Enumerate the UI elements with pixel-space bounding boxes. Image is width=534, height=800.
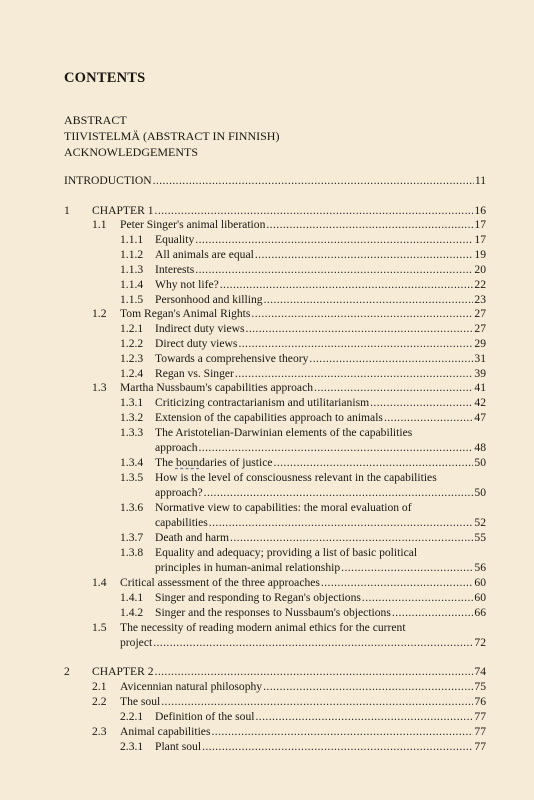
front-tiivistelma: TIIVISTELMÄ (ABSTRACT IN FINNISH): [64, 129, 280, 143]
entry-page: 72: [474, 636, 486, 649]
entry-page: 41: [474, 381, 486, 394]
entry-page: 66: [474, 606, 486, 619]
dot-leader: [220, 277, 474, 292]
entry-number: 1.1.2: [120, 248, 144, 261]
toc-entry-1-3-7[interactable]: [0, 530, 534, 545]
entry-page: 20: [474, 263, 486, 276]
page-title: CONTENTS: [64, 70, 146, 86]
entry-number: 1.2.4: [120, 367, 144, 380]
entry-number: 2.3: [92, 725, 107, 738]
toc-entry-1-3-8[interactable]: [0, 545, 534, 560]
entry-label: capabilities: [155, 516, 208, 529]
toc-entry-1-1-1[interactable]: [0, 232, 534, 247]
toc-entry-1-3-6-cont[interactable]: [0, 515, 534, 530]
entry-number: 1.1: [92, 218, 107, 231]
entry-page: 11: [474, 174, 486, 187]
entry-label-line1: The Aristotelian-Darwinian elements of the capabilities: [155, 426, 413, 439]
toc-entry-1-3-6[interactable]: [0, 500, 534, 515]
entry-label-line1: Normative view to capabilities: the moral evaluation of: [155, 501, 412, 514]
toc-entry-2-2[interactable]: [0, 694, 534, 709]
entry-label: Definition of the soul: [155, 710, 255, 723]
entry-label: [155, 455, 273, 470]
dot-leader: [238, 336, 473, 351]
entry-number: 1: [64, 204, 70, 217]
entry-page: 52: [474, 516, 486, 529]
dot-leader: [199, 440, 474, 455]
toc-entry-2-3-1[interactable]: [0, 739, 534, 754]
entry-label: Extension of the capabilities approach to animals: [155, 411, 383, 424]
toc-entry-1-4-1[interactable]: [0, 590, 534, 605]
entry-label-line1: How is the level of consciousness relevant in the capabilities: [155, 471, 437, 484]
entry-number: 1.2.3: [120, 352, 144, 365]
toc-entry-1-1-4[interactable]: [0, 277, 534, 292]
entry-label: Tom Regan's Animal Rights: [120, 307, 251, 320]
toc-entry-1-1-2[interactable]: [0, 247, 534, 262]
entry-page: 17: [474, 233, 486, 246]
entry-page: 77: [474, 710, 486, 723]
dot-leader: [392, 605, 474, 620]
entry-number: 1.4: [92, 576, 107, 589]
dot-leader: [341, 560, 473, 575]
entry-label: The soul: [120, 695, 161, 708]
dot-leader: [246, 321, 474, 336]
entry-label: Towards a comprehensive theory: [155, 352, 309, 365]
dot-leader: [153, 635, 473, 650]
entry-number: 1.4.1: [120, 591, 144, 604]
dot-leader: [266, 217, 473, 232]
entry-number: 1.3: [92, 381, 107, 394]
dot-leader: [384, 410, 473, 425]
entry-label: Indirect duty views: [155, 322, 245, 335]
dot-leader: [195, 262, 473, 277]
entry-label: Martha Nussbaum's capabilities approach: [120, 381, 314, 394]
entry-page: 76: [474, 695, 486, 708]
entry-number: 2.2: [92, 695, 107, 708]
entry-number: 1.3.7: [120, 531, 144, 544]
entry-number: 1.3.4: [120, 456, 144, 469]
toc-entry-1-2[interactable]: [0, 306, 534, 321]
entry-label: approach: [155, 441, 198, 454]
entry-label: INTRODUCTION: [64, 174, 152, 187]
entry-number: 1.3.5: [120, 471, 144, 484]
toc-entry-1-2-3[interactable]: [0, 351, 534, 366]
entry-page: 17: [474, 218, 486, 231]
entry-page: 77: [474, 725, 486, 738]
entry-number: 1.3.3: [120, 426, 144, 439]
entry-page: 75: [474, 680, 486, 693]
entry-page: 42: [474, 396, 486, 409]
entry-number: 1.1.3: [120, 263, 144, 276]
entry-label-pre: The: [155, 456, 176, 469]
entry-page: 23: [474, 293, 486, 306]
toc-entry-1-4[interactable]: [0, 575, 534, 590]
entry-label-line1: The necessity of reading modern animal ethics for the current: [120, 621, 406, 634]
toc-entry-1-3-3-cont[interactable]: [0, 440, 534, 455]
dot-leader: [370, 395, 473, 410]
dot-leader: [235, 366, 474, 381]
toc-entry-1-3-4[interactable]: [0, 455, 534, 470]
toc-entry-2-3[interactable]: [0, 724, 534, 739]
dot-leader: [274, 455, 474, 470]
dot-leader: [251, 306, 473, 321]
entry-number: 1.2.1: [120, 322, 144, 335]
toc-entry-chapter-1[interactable]: [0, 203, 534, 218]
entry-label: Plant soul: [155, 740, 202, 753]
toc-entry-1-4-2[interactable]: [0, 605, 534, 620]
entry-label: approach?: [155, 486, 203, 499]
entry-label: Singer and the responses to Nussbaum's objections: [155, 606, 391, 619]
toc-entry-1-3-5[interactable]: [0, 470, 534, 485]
entry-page: 60: [474, 576, 486, 589]
toc-entry-2-1[interactable]: [0, 679, 534, 694]
entry-page: 56: [474, 561, 486, 574]
entry-label: project: [120, 636, 153, 649]
entry-number: 2.1: [92, 680, 107, 693]
entry-label: CHAPTER 2: [92, 665, 154, 678]
toc-entry-1-1-3[interactable]: [0, 262, 534, 277]
dot-leader: [155, 664, 474, 679]
entry-page: 48: [474, 441, 486, 454]
spellcheck-underline: boun: [175, 456, 200, 469]
toc-entry-1-3-5-cont[interactable]: [0, 485, 534, 500]
entry-page: 39: [474, 367, 486, 380]
toc-entry-1-3-3[interactable]: [0, 425, 534, 440]
entry-label: All animals are equal: [155, 248, 254, 261]
entry-page: 19: [474, 248, 486, 261]
entry-label: Personhood and killing: [155, 293, 263, 306]
entry-number: 2.3.1: [120, 740, 144, 753]
toc-entry-1-2-1[interactable]: [0, 321, 534, 336]
entry-number: 1.2.2: [120, 337, 144, 350]
toc-entry-introduction[interactable]: [0, 173, 534, 188]
toc-entry-1-3-2[interactable]: [0, 410, 534, 425]
entry-page: 27: [474, 322, 486, 335]
entry-label: principles in human-animal relationship: [155, 561, 341, 574]
entry-label-post: daries of justice: [199, 456, 273, 469]
entry-page: 47: [474, 411, 486, 424]
entry-number: 1.3.1: [120, 396, 144, 409]
dot-leader: [256, 709, 474, 724]
dot-leader: [211, 724, 473, 739]
entry-number: 2.2.1: [120, 710, 144, 723]
dot-leader: [362, 590, 473, 605]
entry-label: Critical assessment of the three approaches: [120, 576, 320, 589]
toc-entry-1-3-1[interactable]: [0, 395, 534, 410]
entry-number: 1.1.4: [120, 278, 144, 291]
front-abstract: ABSTRACT: [64, 113, 127, 127]
toc-entry-chapter-2[interactable]: [0, 664, 534, 679]
entry-page: 55: [474, 531, 486, 544]
entry-number: 1.3.6: [120, 501, 144, 514]
toc-entry-1-5-cont[interactable]: [0, 635, 534, 650]
entry-label: Criticizing contractarianism and utilitarianism: [155, 396, 370, 409]
toc-entry-1-2-2[interactable]: [0, 336, 534, 351]
toc-entry-1-1[interactable]: [0, 217, 534, 232]
entry-label-line1: Equality and adequacy; providing a list of basic political: [155, 546, 418, 559]
entry-page: 27: [474, 307, 486, 320]
dot-leader: [263, 679, 473, 694]
entry-page: 16: [474, 204, 486, 217]
entry-label: Interests: [155, 263, 195, 276]
entry-page: 50: [474, 486, 486, 499]
entry-page: 31: [474, 352, 486, 365]
entry-page: 74: [474, 665, 486, 678]
dot-leader: [161, 694, 473, 709]
entry-number: 1.2: [92, 307, 107, 320]
toc-entry-1-5[interactable]: [0, 620, 534, 635]
dot-leader: [202, 739, 473, 754]
entry-label: Direct duty views: [155, 337, 238, 350]
dot-leader: [230, 530, 473, 545]
entry-label: Death and harm: [155, 531, 230, 544]
toc-entry-1-2-4[interactable]: [0, 366, 534, 381]
entry-number: 2: [64, 665, 70, 678]
dot-leader: [255, 247, 474, 262]
entry-page: 29: [474, 337, 486, 350]
entry-page: 77: [474, 740, 486, 753]
dot-leader: [153, 173, 474, 188]
entry-number: 1.4.2: [120, 606, 144, 619]
entry-label: Singer and responding to Regan's objections: [155, 591, 361, 604]
dot-leader: [309, 351, 473, 366]
toc-entry-2-2-1[interactable]: [0, 709, 534, 724]
toc-entry-1-3-8-cont[interactable]: [0, 560, 534, 575]
dot-leader: [195, 232, 473, 247]
entry-label: Regan vs. Singer: [155, 367, 234, 380]
dot-leader: [155, 203, 474, 218]
entry-number: 1.1.5: [120, 293, 144, 306]
entry-label: Peter Singer's animal liberation: [120, 218, 266, 231]
entry-label: Why not life?: [155, 278, 219, 291]
dot-leader: [321, 575, 473, 590]
dot-leader: [204, 485, 474, 500]
entry-label: CHAPTER 1: [92, 204, 154, 217]
entry-label: Equality: [155, 233, 195, 246]
toc-entry-1-1-5[interactable]: [0, 292, 534, 307]
front-acknowledgements: ACKNOWLEDGEMENTS: [64, 145, 198, 159]
entry-label: Animal capabilities: [120, 725, 211, 738]
dot-leader: [314, 380, 473, 395]
entry-page: 50: [474, 456, 486, 469]
entry-number: 1.3.8: [120, 546, 144, 559]
toc-entry-1-3[interactable]: [0, 380, 534, 395]
entry-number: 1.3.2: [120, 411, 144, 424]
dot-leader: [264, 292, 474, 307]
entry-label: Avicennian natural philosophy: [120, 680, 263, 693]
entry-page: 22: [474, 278, 486, 291]
entry-number: 1.5: [92, 621, 107, 634]
entry-page: 60: [474, 591, 486, 604]
dot-leader: [209, 515, 474, 530]
entry-number: 1.1.1: [120, 233, 144, 246]
